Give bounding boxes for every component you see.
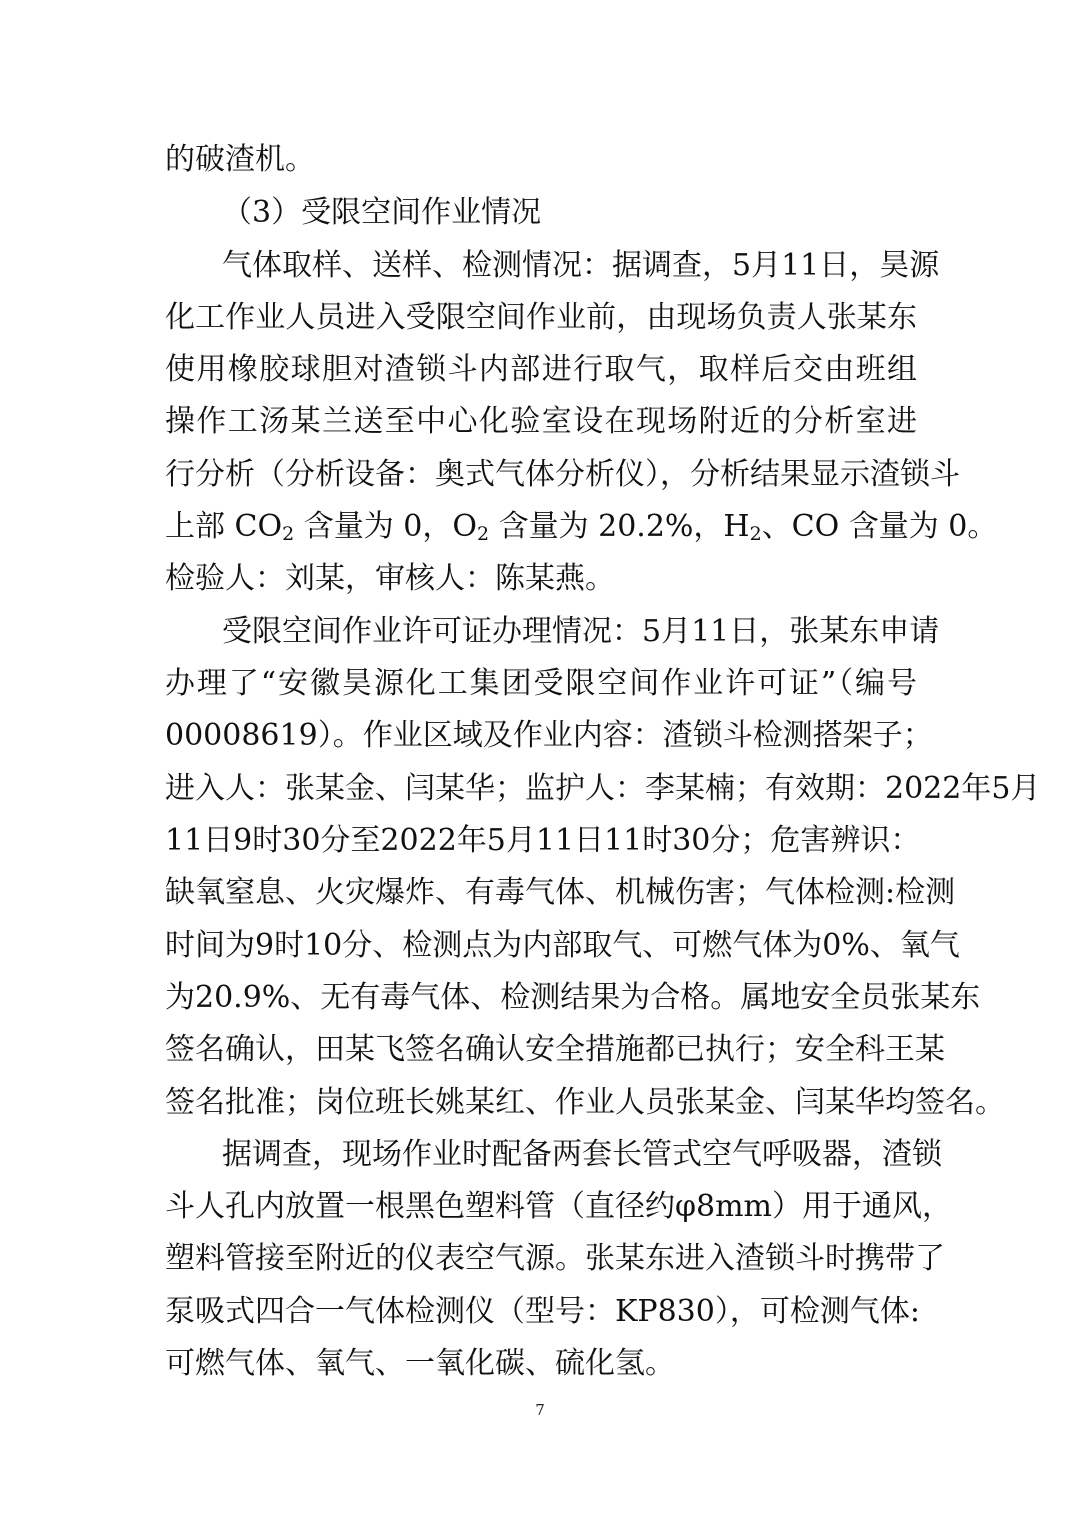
text-line-3: 气体取样、送样、检测情况：据调查，5月11日，昊源 [222, 248, 940, 283]
subscript: 2 [476, 523, 490, 545]
text-line-24: 可燃气体、氧气、一氧化碳、硫化氢。 [165, 1346, 675, 1381]
text-line-6: 操作工汤某兰送至中心化验室设在现场附近的分析室进 [165, 404, 917, 439]
text-line-16: 时间为9时10分、检测点为内部取气、可燃气体为0%、氧气 [165, 928, 960, 963]
text-line-9: 检验人：刘某，审核人：陈某燕。 [165, 561, 615, 596]
text-line-20: 据调查，现场作业时配备两套长管式空气呼吸器，渣锁 [222, 1137, 942, 1172]
text-line-12: 00008619）。作业区域及作业内容：渣锁斗检测搭架子； [165, 718, 933, 753]
text-line-4: 化工作业人员进入受限空间作业前，由现场负责人张某东 [165, 300, 917, 335]
text-line-23: 泵吸式四合一气体检测仪（型号：KP830），可检测气体: [165, 1294, 920, 1329]
text-line-14: 11日9时30分至2022年5月11日11时30分；危害辨识： [165, 823, 921, 858]
text-line-10: 受限空间作业许可证办理情况：5月11日，张某东申请 [222, 614, 940, 649]
text-line-21: 斗人孔内放置一根黑色塑料管（直径约φ8mm）用于通风， [165, 1189, 952, 1224]
text-line-18: 签名确认，田某飞签名确认安全措施都已执行；安全科王某 [165, 1032, 945, 1067]
subscript: 2 [282, 523, 295, 545]
text-line-17: 为20.9%、无有毒气体、检测结果为合格。属地安全员张某东 [165, 980, 981, 1015]
text-line-22: 塑料管接至附近的仪表空气源。张某东进入渣锁斗时携带了 [165, 1241, 945, 1276]
text-line-13: 进入人：张某金、闫某华；监护人：李某楠；有效期：2022年5月 [165, 771, 1041, 806]
text-segment: 含量为 20.2%，H [489, 509, 750, 544]
text-line-5: 使用橡胶球胆对渣锁斗内部进行取气，取样后交由班组 [165, 352, 917, 387]
text-line-7: 行分析（分析设备：奥式气体分析仪），分析结果显示渣锁斗 [165, 457, 960, 492]
subscript: 2 [749, 523, 762, 545]
text-line-15: 缺氧窒息、火灾爆炸、有毒气体、机械伤害；气体检测:检测 [165, 875, 956, 910]
text-line-1: 的破渣机。 [165, 142, 315, 177]
text-segment: 上部 CO [165, 509, 283, 544]
text-line-11: 办理了“安徽昊源化工集团受限空间作业许可证”（编号 [165, 666, 917, 701]
page-number: 7 [535, 1401, 545, 1419]
text-line-8 [165, 501, 998, 553]
section-heading: （3）受限空间作业情况 [222, 195, 542, 230]
text-segment: 、CO 含量为 0。 [761, 509, 998, 544]
text-line-19: 签名批准；岗位班长姚某红、作业人员张某金、闫某华均签名。 [165, 1085, 1005, 1120]
text-segment: 含量为 0，O [294, 509, 477, 544]
